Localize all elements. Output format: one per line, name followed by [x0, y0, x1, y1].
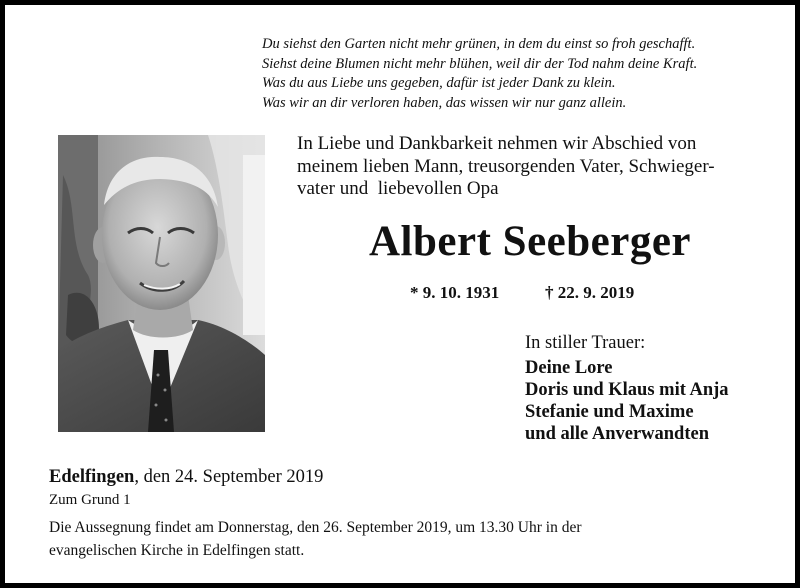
place-name: Edelfingen — [49, 467, 135, 487]
poem-line: Was wir an dir verloren haben, das wissen wir nur ganz allein. — [262, 94, 627, 111]
poem-line: Was du aus Liebe uns gegeben, dafür ist jeder Dank zu klein. — [262, 75, 616, 91]
mourner-entry: Deine Lore — [525, 358, 613, 378]
poem-line: Siehst deine Blumen nicht mehr blühen, weil dir der Tod nahm deine Kraft. — [262, 55, 698, 72]
notice-line: evangelischen Kirche in Edelfingen statt. — [49, 542, 305, 559]
mourner-entry: Stefanie und Maxime — [525, 402, 694, 422]
death-date: † 22. 9. 2019 — [545, 283, 635, 302]
intro-line: vater und liebevollen Opa — [297, 178, 499, 199]
birth-date: * 9. 10. 1931 — [410, 283, 500, 302]
street-address: Zum Grund 1 — [49, 492, 131, 508]
deceased-name: Albert Seeberger — [369, 218, 691, 265]
poem — [262, 35, 697, 113]
mourner-entry: und alle Anverwandten — [525, 424, 710, 444]
intro-text — [297, 133, 715, 201]
intro-line: In Liebe und Dankbarkeit nehmen wir Abschied von — [297, 133, 697, 154]
poem-line: Du siehst den Garten nicht mehr grünen, in dem du einst so froh geschafft. — [262, 36, 696, 52]
mourner-entry: Doris und Klaus mit Anja — [525, 380, 729, 400]
place-date — [49, 467, 323, 488]
portrait-photo — [58, 135, 265, 432]
ceremony-notice — [49, 516, 582, 562]
mourning-label: In stiller Trauer: — [525, 333, 646, 353]
intro-line: meinem lieben Mann, treusorgenden Vater, Schwieger- — [297, 155, 715, 177]
notice-line: Die Aussegnung findet am Donnerstag, den 26. September 2019, um 13.30 Uhr in der — [49, 519, 582, 536]
mourners-list — [525, 357, 729, 445]
letter-date: , den 24. September 2019 — [134, 467, 324, 487]
